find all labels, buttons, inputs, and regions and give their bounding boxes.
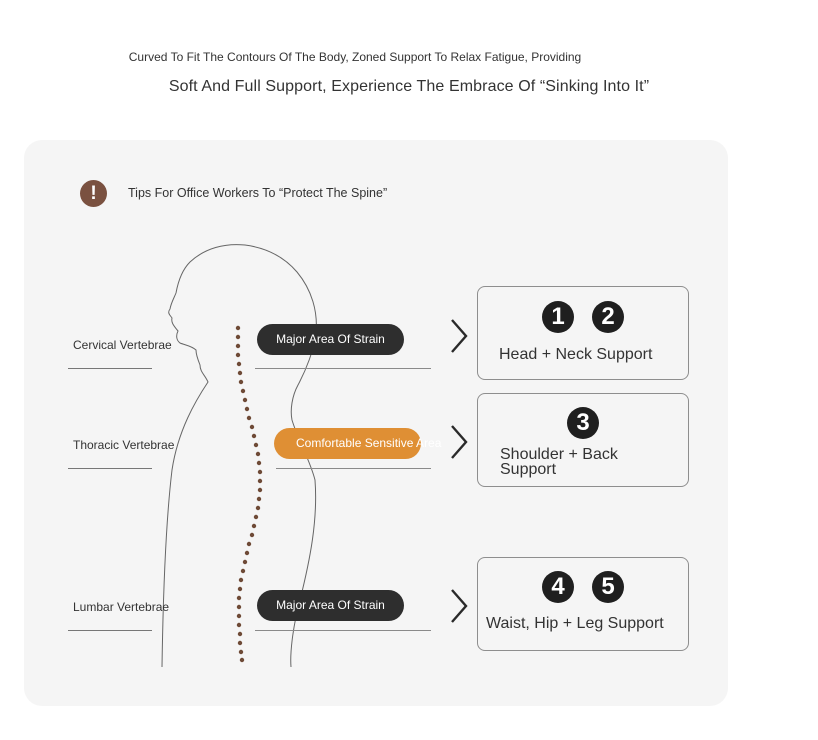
thoracic-comfort-pill: Comfortable Sensitive Area <box>274 428 421 459</box>
cervical-pointer-line <box>255 368 431 369</box>
tip-title: Tips For Office Workers To “Protect The Spine” <box>128 186 388 200</box>
thoracic-divider <box>68 468 152 469</box>
waist-hip-leg-support-box <box>477 557 689 651</box>
shoulder-back-support-label: Shoulder + Back <box>500 446 618 463</box>
thoracic-pointer-line <box>276 468 431 469</box>
cervical-vertebrae-label: Cervical Vertebrae <box>73 338 172 352</box>
header-line-1: Curved To Fit The Contours Of The Body, Zoned Support To Relax Fatigue, Providing <box>128 50 582 64</box>
number-badge-1: 1 <box>542 301 574 333</box>
shoulder-back-support-box <box>477 393 689 487</box>
number-badge-3: 3 <box>567 407 599 439</box>
waist-hip-leg-support-label: Waist, Hip + Leg Support <box>486 615 664 632</box>
lumbar-pointer-line <box>255 630 431 631</box>
head-neck-support-box <box>477 286 689 380</box>
lumbar-vertebrae-label: Lumbar Vertebrae <box>73 600 170 614</box>
number-badge-4: 4 <box>542 571 574 603</box>
thoracic-vertebrae-label: Thoracic Vertebrae <box>73 438 175 452</box>
lumbar-strain-pill: Major Area Of Strain <box>257 590 404 621</box>
chevron-right-icon <box>450 318 468 354</box>
number-badge-2: 2 <box>592 301 624 333</box>
head-neck-support-label: Head + Neck Support <box>499 346 653 363</box>
chevron-right-icon <box>450 588 468 624</box>
number-badge-5: 5 <box>592 571 624 603</box>
header-line-2: Soft And Full Support, Experience The Embrace Of “Sinking Into It” <box>168 78 650 95</box>
exclamation-icon: ! <box>80 180 107 207</box>
lumbar-divider <box>68 630 152 631</box>
cervical-divider <box>68 368 152 369</box>
chevron-right-icon <box>450 424 468 460</box>
cervical-strain-pill: Major Area Of Strain <box>257 324 404 355</box>
shoulder-back-support-label-line2: Support <box>500 461 557 478</box>
